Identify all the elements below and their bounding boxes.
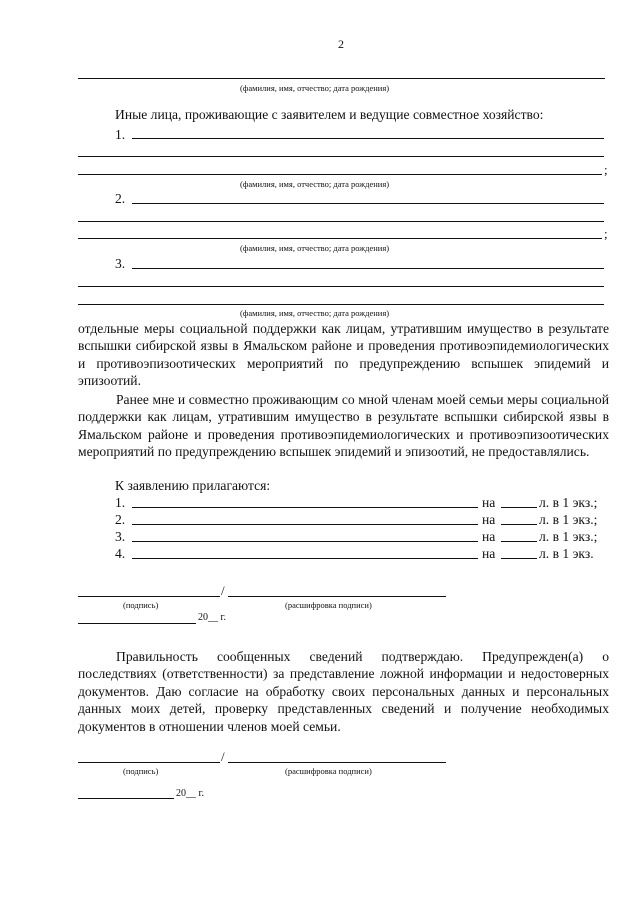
attachment-number: 3. xyxy=(115,529,126,544)
decoding-caption: (расшифровка подписи) xyxy=(285,600,372,610)
attachment-line xyxy=(132,558,478,559)
attachment-suffix: л. в 1 экз.; xyxy=(539,495,598,510)
attachment-number: 2. xyxy=(115,512,126,527)
decoding-line xyxy=(228,596,446,597)
decoding-line xyxy=(228,762,446,763)
signature-caption: (подпись) xyxy=(123,766,159,776)
attachment-suffix: л. в 1 экз. xyxy=(539,546,594,561)
paragraph-confirmation xyxy=(78,648,609,735)
household-line xyxy=(78,156,604,157)
attachment-number: 4. xyxy=(115,546,126,561)
date-line xyxy=(78,623,196,624)
fio-caption: (фамилия, имя, отчество; дата рождения) xyxy=(240,83,390,93)
attachment-na: на xyxy=(482,495,496,510)
attachment-suffix: л. в 1 экз.; xyxy=(539,529,598,544)
signature-line xyxy=(78,596,220,597)
paragraph-measures xyxy=(78,320,609,390)
attachment-line xyxy=(132,507,478,508)
separator: ; xyxy=(604,162,608,177)
household-line xyxy=(78,304,604,305)
household-line xyxy=(78,174,602,175)
household-heading: Иные лица, проживающие с заявителем и ведущие совместное хозяйство: xyxy=(115,107,544,122)
date-suffix: 20__ г. xyxy=(176,788,204,799)
attachment-pages-line xyxy=(501,558,537,559)
attachment-na: на xyxy=(482,546,496,561)
household-item-number: 1. xyxy=(115,127,126,142)
attachment-pages-line xyxy=(501,524,537,525)
household-line xyxy=(132,268,604,269)
household-line xyxy=(132,203,604,204)
household-line xyxy=(132,138,604,139)
attachment-pages-line xyxy=(501,541,537,542)
separator: ; xyxy=(604,226,608,241)
attachment-line xyxy=(132,541,478,542)
decoding-caption: (расшифровка подписи) xyxy=(285,766,372,776)
fio-caption: (фамилия, имя, отчество; дата рождения) xyxy=(240,308,390,318)
date-suffix: 20__ г. xyxy=(198,612,226,623)
attachment-number: 1. xyxy=(115,495,126,510)
household-item-number: 2. xyxy=(115,191,126,206)
signature-line xyxy=(78,762,220,763)
paragraph-measures-text: отдельные меры социальной поддержки как лицам, утратившим имущество в результате вспышки сибирской язвы в Ямальском районе и проведения противоэпидемиологических и противоэпизоотических мероприятий по предупреждению вспышек эпидемий и эпизоотий. xyxy=(78,321,609,389)
page-number: 2 xyxy=(338,37,344,51)
attachments-heading: К заявлению прилагаются: xyxy=(115,478,271,493)
attachment-line xyxy=(132,524,478,525)
signature-caption: (подпись) xyxy=(123,600,159,610)
household-line xyxy=(78,221,604,222)
fio-line-top xyxy=(78,78,605,79)
household-line xyxy=(78,286,604,287)
paragraph-previous-text: Ранее мне и совместно проживающим со мной членам моей семьи меры социальной поддержки как лицам, утратившим имущество в результате вспышки сибирской язвы в Ямальском районе и проведения противоэпидемиологических и противоэпизоотических мероприятий по предупреждению вспышек эпидемий и эпизоотий, не предоставлялись. xyxy=(78,392,609,460)
date-line xyxy=(78,798,174,799)
fio-caption: (фамилия, имя, отчество; дата рождения) xyxy=(240,243,390,253)
fio-caption: (фамилия, имя, отчество; дата рождения) xyxy=(240,179,390,189)
paragraph-previous xyxy=(78,391,609,461)
signature-slash: / xyxy=(221,583,225,598)
signature-slash: / xyxy=(221,749,225,764)
attachment-na: на xyxy=(482,512,496,527)
household-line xyxy=(78,238,602,239)
attachment-pages-line xyxy=(501,507,537,508)
household-item-number: 3. xyxy=(115,256,126,271)
attachment-suffix: л. в 1 экз.; xyxy=(539,512,598,527)
attachment-na: на xyxy=(482,529,496,544)
paragraph-confirmation-text: Правильность сообщенных сведений подтверждаю. Предупрежден(а) о последствиях (ответственности) за представление ложной информации и недостоверных документов. Даю согласие на обработку своих персональных данных и персональных данных моих детей, проверку представленных сведений и получение необходимых документов в отношении членов моей семьи. xyxy=(78,649,609,734)
